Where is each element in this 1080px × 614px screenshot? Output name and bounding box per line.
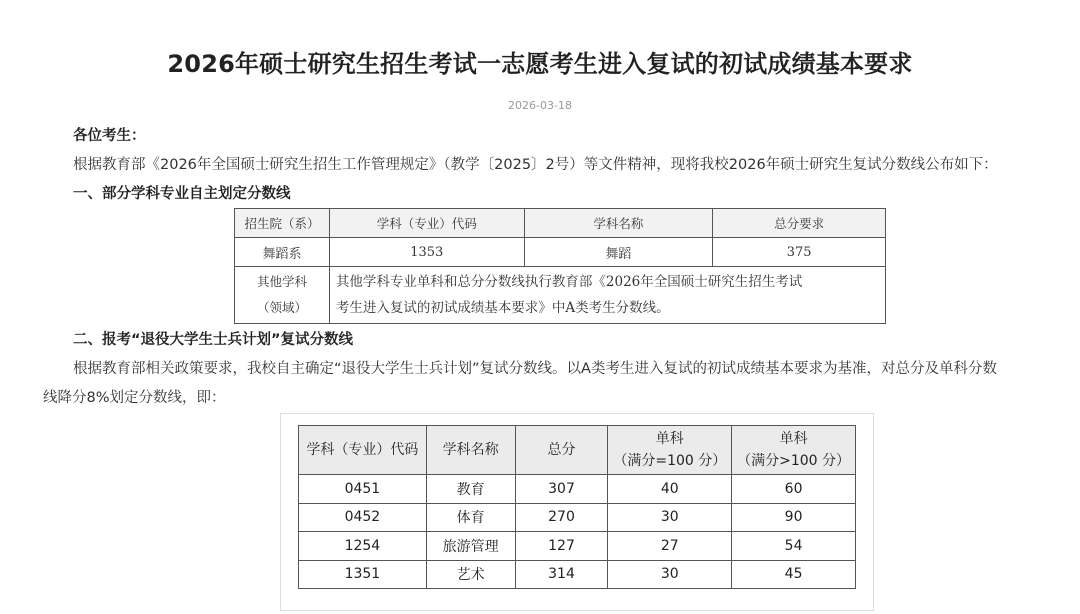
table-cell: 舞蹈系 [235,238,330,267]
header-cell: 学科（专业）代码 [329,209,524,238]
table-cell: 314 [515,560,608,589]
table-cell: 307 [515,475,608,504]
table-cell: 90 [732,503,856,532]
table-cell: 40 [608,475,732,504]
table-cell: 0451 [299,475,427,504]
header-line: （满分=100 分） [613,453,727,469]
table-cell: 旅游管理 [426,532,515,561]
table-cell: 30 [608,503,732,532]
table-cell: 1351 [299,560,427,589]
table-cell: 270 [515,503,608,532]
table-row [235,267,886,324]
self-determined-score-table [234,208,886,324]
publish-date: 2026-03-18 [508,99,572,112]
greeting: 各位考生： [73,128,146,144]
table-cell: 30 [608,560,732,589]
table-cell: 艺术 [426,560,515,589]
table-cell: 45 [732,560,856,589]
table-row [299,560,856,589]
table-row [299,503,856,532]
table-row [299,532,856,561]
table-cell: 1353 [329,238,524,267]
table-cell: 60 [732,475,856,504]
header-cell: 总分要求 [713,209,886,238]
label-line: （领域） [256,300,307,315]
other-disciplines-label [235,267,330,324]
table-cell: 54 [732,532,856,561]
table-cell: 27 [608,532,732,561]
table-cell: 0452 [299,503,427,532]
section1-heading: 一、部分学科专业自主划定分数线 [73,186,291,202]
table-row [299,475,856,504]
table-cell: 教育 [426,475,515,504]
header-line: 单科 [779,431,808,447]
section2-paragraph-line2: 线降分8%划定分数线，即： [43,390,226,406]
header-cell [608,426,732,475]
table-cell: 375 [713,238,886,267]
header-cell: 学科名称 [524,209,713,238]
table-cell: 体育 [426,503,515,532]
header-cell: 学科名称 [426,426,515,475]
page-title: 2026年硕士研究生招生考试一志愿考生进入复试的初试成绩基本要求 [167,50,913,78]
table-cell: 1254 [299,532,427,561]
table-cell: 舞蹈 [524,238,713,267]
table-cell: 127 [515,532,608,561]
header-cell: 总分 [515,426,608,475]
header-cell: 招生院（系） [235,209,330,238]
note-line: 其他学科专业单科和总分分数线执行教育部《2026年全国硕士研究生招生考试 [335,274,803,290]
section2-paragraph-line1: 根据教育部相关政策要求，我校自主确定“退役大学生士兵计划”复试分数线。以A类考生进入复试的初试成绩基本要求为基准，对总分及单科分数 [73,361,997,377]
table-header-row [235,209,886,238]
other-disciplines-note [329,267,885,324]
header-line: 单科 [655,431,684,447]
header-line: （满分>100 分） [737,453,851,469]
header-cell: 学科（专业）代码 [299,426,427,475]
section2-heading: 二、报考“退役大学生士兵计划”复试分数线 [73,332,354,348]
intro-paragraph: 根据教育部《2026年全国硕士研究生招生工作管理规定》（教学〔2025〕2号）等文件精神，现将我校2026年硕士研究生复试分数线公布如下： [73,157,998,173]
veteran-score-table [298,425,856,589]
table-row [235,238,886,267]
note-line: 考生进入复试的初试成绩基本要求》中A类考生分数线。 [335,300,670,316]
table-header-row [299,426,856,475]
header-cell [732,426,856,475]
label-line: 其他学科 [256,274,307,289]
